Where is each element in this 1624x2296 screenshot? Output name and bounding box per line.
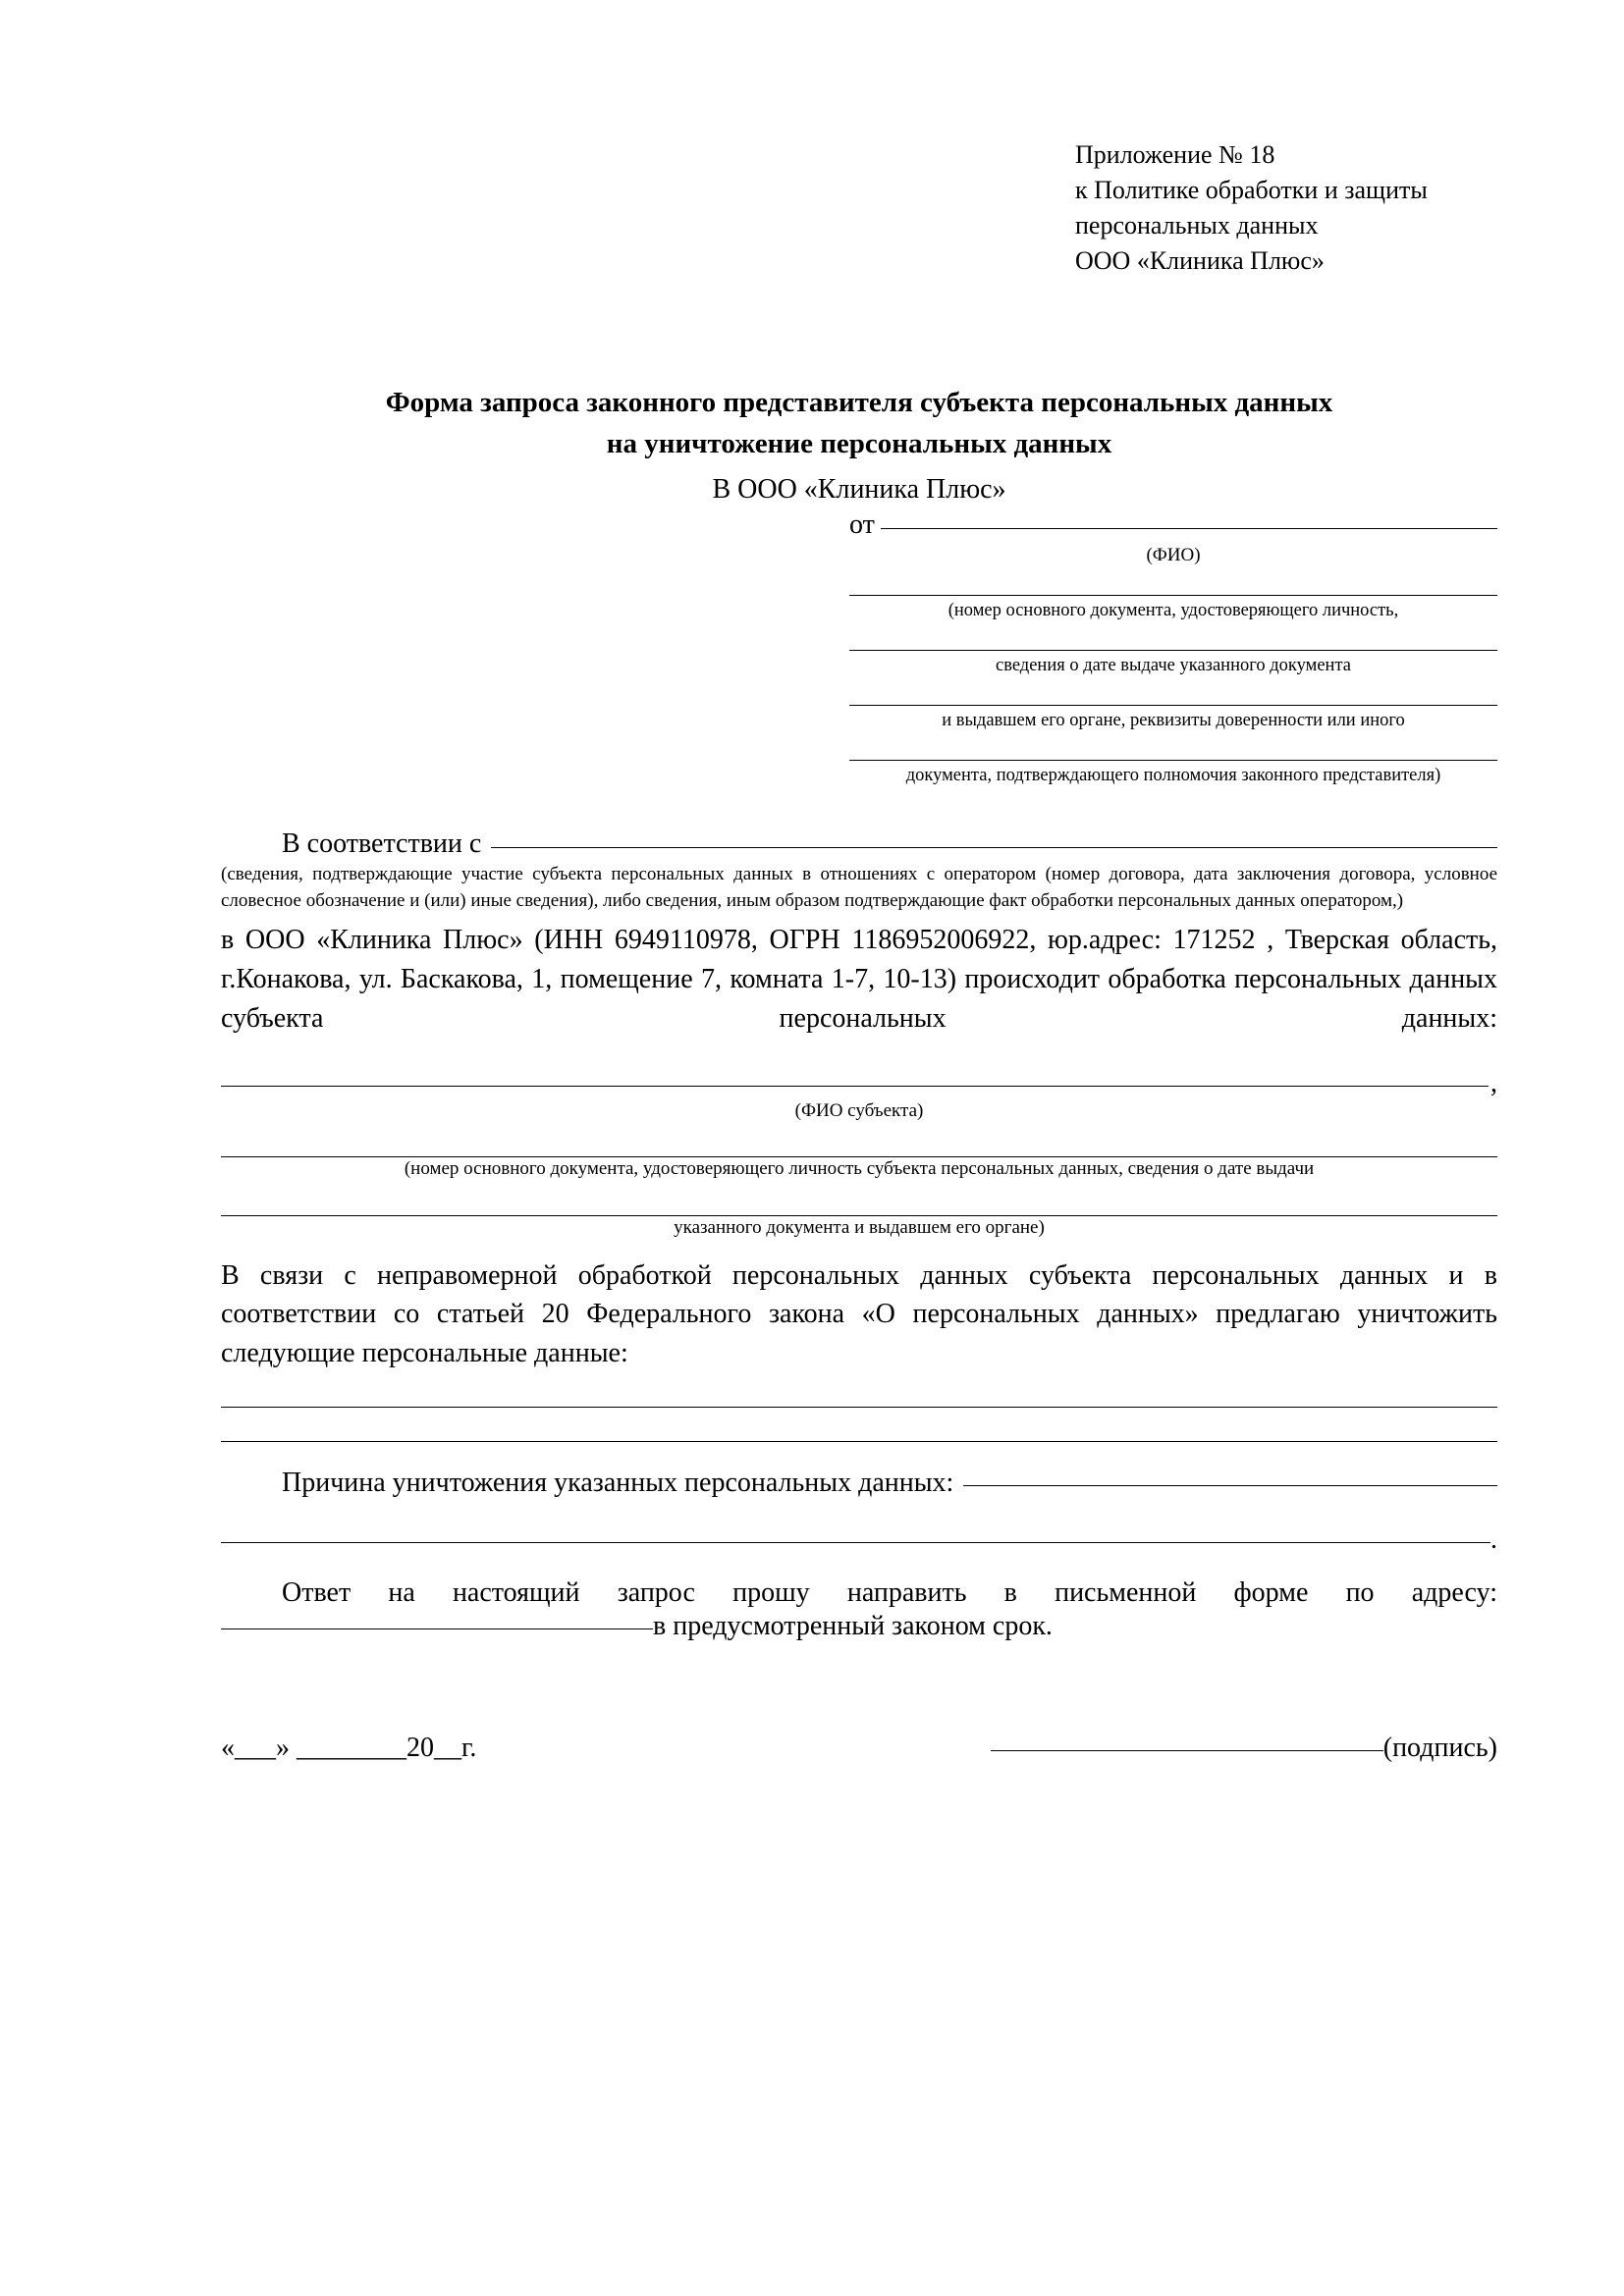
appendix-org-name: ООО «Клиника Плюс» [1075,245,1325,275]
accordance-label: В соответствии с [282,828,482,860]
document-title-line-1: Форма запроса законного представителя субъекта персональных данных [385,386,1333,418]
reason-period: . [1490,1523,1497,1555]
representative-doc-field-1[interactable] [849,595,1497,596]
answer-address-tail: в предусмотренный законом срок. [653,1610,1053,1641]
representative-doc-field-4[interactable] [849,760,1497,761]
signature-row [221,1733,1497,1764]
accordance-caption: (сведения, подтверждающие участие субъекта персональных данных в отношениях с оператором (номер договора, дата заключения договора, условное словесное обозначение и (или) иные сведения), либо сведения, иным образом подтверждающие факт обработки персональных данных оператором,) [221,864,1497,912]
accordance-field[interactable] [491,847,1497,848]
date-field[interactable]: «___» ________20__г. [221,1732,477,1763]
data-to-destroy-field-2[interactable] [221,1441,1497,1442]
reason-row [221,1468,1497,1499]
reason-field-1[interactable] [963,1485,1497,1486]
representative-block [849,544,1497,788]
from-row [221,509,1497,541]
document-content [221,137,1497,1764]
signature-field[interactable] [991,1750,1383,1751]
accordance-row [221,828,1497,860]
request-paragraph: В связи с неправомерной обработкой персональных данных субъекта персональных данных и в соответствии со статьей 20 Федерального закона «О персональных данных» предлагаю уничтожить следующие персональные данные: [221,1259,1497,1369]
representative-doc-caption-4: документа, подтверждающего полномочия законного представителя) [905,766,1441,786]
subject-fio-field[interactable] [221,1086,1489,1087]
appendix-policy-line-1: к Политике обработки и защиты [1075,175,1428,204]
operator-paragraph: в ООО «Клиника Плюс» (ИНН 6949110978, ОГРН 1186952006922, юр.адрес: 171252 , Тверская область, г.Конакова, ул. Баскакова, 1, помещение 7, комната 1-7, 10-13) происходит обработка персональных данных субъекта персональных данных: [221,925,1497,1034]
document-title [221,382,1497,464]
subject-fio-row [221,1068,1497,1099]
reason-row-2 [221,1524,1497,1556]
from-label: от [849,508,875,540]
data-to-destroy-field-1[interactable] [221,1407,1497,1408]
fio-caption: (ФИО) [1146,544,1201,565]
reason-label: Причина уничтожения указанных персональных данных: [282,1467,954,1498]
subject-fio-comma: , [1490,1067,1497,1098]
addressee-organization: В ООО «Клиника Плюс» [712,473,1006,505]
appendix-policy-line-2: персональных данных [1075,210,1319,240]
subject-doc-caption-1: (номер основного документа, удостоверяющего личность субъекта персональных данных, сведения о дате выдачи [404,1158,1315,1180]
appendix-header [1075,137,1546,279]
representative-doc-caption-3: и выдавшем его органе, реквизиты доверенности или иного [942,711,1405,731]
answer-address-row [221,1611,1497,1642]
representative-doc-caption-1: (номер основного документа, удостоверяющего личность, [947,601,1399,621]
appendix-number: Приложение № 18 [1075,140,1275,169]
accordance-section [221,828,1497,915]
from-name-field[interactable] [881,528,1497,529]
representative-doc-field-3[interactable] [849,705,1497,706]
subject-doc-caption-2: указанного документа и выдавшем его органе) [674,1217,1045,1239]
signature-label: (подпись) [1382,1732,1497,1763]
document-title-line-2: на уничтожение персональных данных [606,427,1112,459]
representative-doc-caption-2: сведения о дате выдаче указанного документа [996,656,1351,676]
reason-field-2[interactable] [221,1542,1490,1543]
subject-fio-caption: (ФИО субъекта) [794,1099,924,1121]
representative-doc-field-2[interactable] [849,650,1497,651]
answer-paragraph: Ответ на настоящий запрос прошу направить в письменной форме по адресу: [282,1576,1497,1608]
